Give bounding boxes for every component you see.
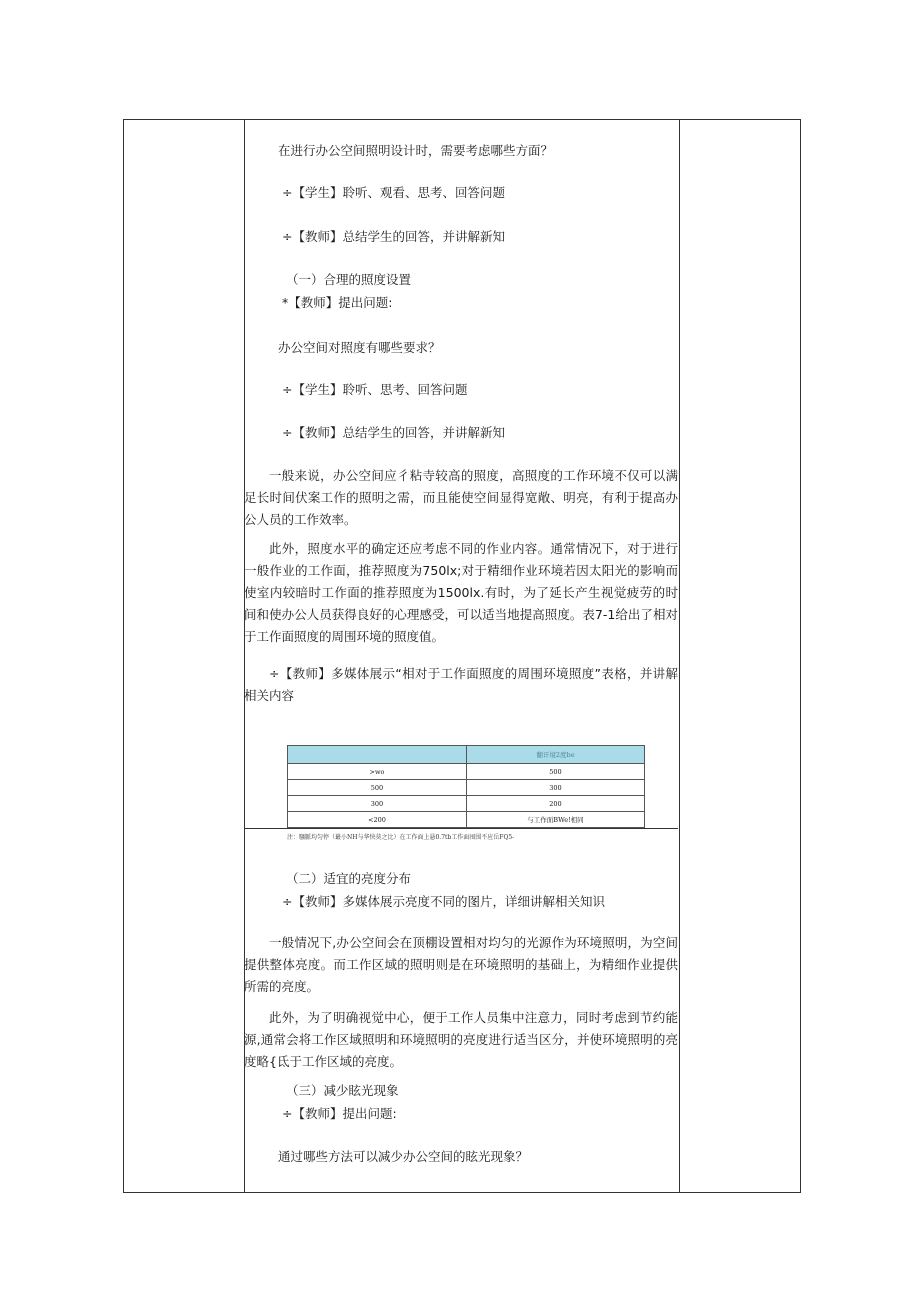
question-3: 通过哪些方法可以减少办公空间的眩光现象？ bbox=[278, 1149, 529, 1164]
question-1: 在进行办公空间照明设计时，需要考虑哪些方面？ bbox=[278, 143, 554, 158]
table-row bbox=[288, 796, 645, 812]
question-2: 办公空间对照度有哪些要求？ bbox=[278, 340, 441, 355]
paragraph-illuminance-1: 一般来说，办公空间应彳粘寺较高的照度，高照度的工作环境不仅可以满足长时间伏案工作的照明之需，而且能使空间显得宽敞、明亮，有利于提高办公人员的工作效率。 bbox=[244, 468, 678, 527]
teacher-activity-2: ÷【教师】总结学生的回答，并讲解新知 bbox=[282, 425, 505, 440]
table-cell: 500 bbox=[288, 780, 467, 796]
teacher-question-prompt-2: ÷【教师】提出问题: bbox=[282, 1106, 397, 1121]
table-cell: <200 bbox=[288, 812, 467, 828]
paragraph-luminance-1: 一般情况下,办公空间会在顶棚设置相对均匀的光源作为环境照明，为空间提供整体亮度。而工作区域的照明则是在环境照明的基础上，为精细作业提供所需的亮度。 bbox=[244, 935, 678, 994]
table-note: 注：騒脈均匀停（蕞小NH与华快莫之比）在工作面上悬0.7tb工作面囤围不应岳FQ5- bbox=[287, 834, 515, 841]
table-row bbox=[288, 812, 645, 828]
table-note-divider bbox=[244, 828, 678, 829]
teacher-activity-4: ÷【教师】多媒体展示亮度不同的图片，详细讲解相关知识 bbox=[282, 894, 605, 909]
table-header-cell: 翻讦境2度be bbox=[467, 746, 645, 764]
table-cell: 300 bbox=[288, 796, 467, 812]
teacher-question-prompt-1: *【教师】提出问题: bbox=[282, 295, 393, 310]
student-activity-2: ÷【学生】聆听、思考、回答问题 bbox=[282, 382, 468, 397]
paragraph-illuminance-2: 此外，照度水平的确定还应考虑不同的作业内容。通常情况下，对于进行一般作业的工作面，推荐照度为750lx;对于精细作业环境若因太阳光的影响而使室内较暗时工作面的推荐照度为1500lx.有时，为了延长产生视觉疲劳的时间和使办公人员获得良好的心理感受，可以适当地提高照度。表7-1给出了相对于工作面照度的周围环境的照度值。 bbox=[244, 541, 678, 644]
illuminance-table bbox=[287, 745, 645, 828]
teacher-activity-3: ÷【教师】多媒体展示“相对于工作面照度的周围环境照度”表格，并讲解相关内容 bbox=[244, 666, 678, 703]
table-row bbox=[288, 780, 645, 796]
section-heading-2: （二）适宜的亮度分布 bbox=[286, 871, 412, 886]
table-cell: 300 bbox=[467, 780, 645, 796]
paragraph-luminance-2: 此外，为了明确视觉中心，便于工作人员集中注意力，同时考虑到节约能源,通常会将工作区域照明和环境照明的亮度进行适当区分，并使环境照明的亮度略{氐于工作区域的亮度。 bbox=[244, 1010, 678, 1069]
table-cell: 与工作面BWe!相同 bbox=[467, 812, 645, 828]
right-column-divider bbox=[679, 120, 680, 1192]
teacher-activity-1: ÷【教师】总结学生的回答，并讲解新知 bbox=[282, 229, 505, 244]
student-activity-1: ÷【学生】聆听、观看、思考、回答问题 bbox=[282, 185, 505, 200]
table-row bbox=[288, 764, 645, 780]
section-heading-1: （一）合理的照度设置 bbox=[286, 272, 412, 287]
table-cell: >wo bbox=[288, 764, 467, 780]
table-header-row bbox=[288, 746, 645, 764]
table-cell: 500 bbox=[467, 764, 645, 780]
table-cell: 200 bbox=[467, 796, 645, 812]
table-header-cell bbox=[288, 746, 467, 764]
section-heading-3: （三）减少眩光现象 bbox=[286, 1083, 399, 1098]
